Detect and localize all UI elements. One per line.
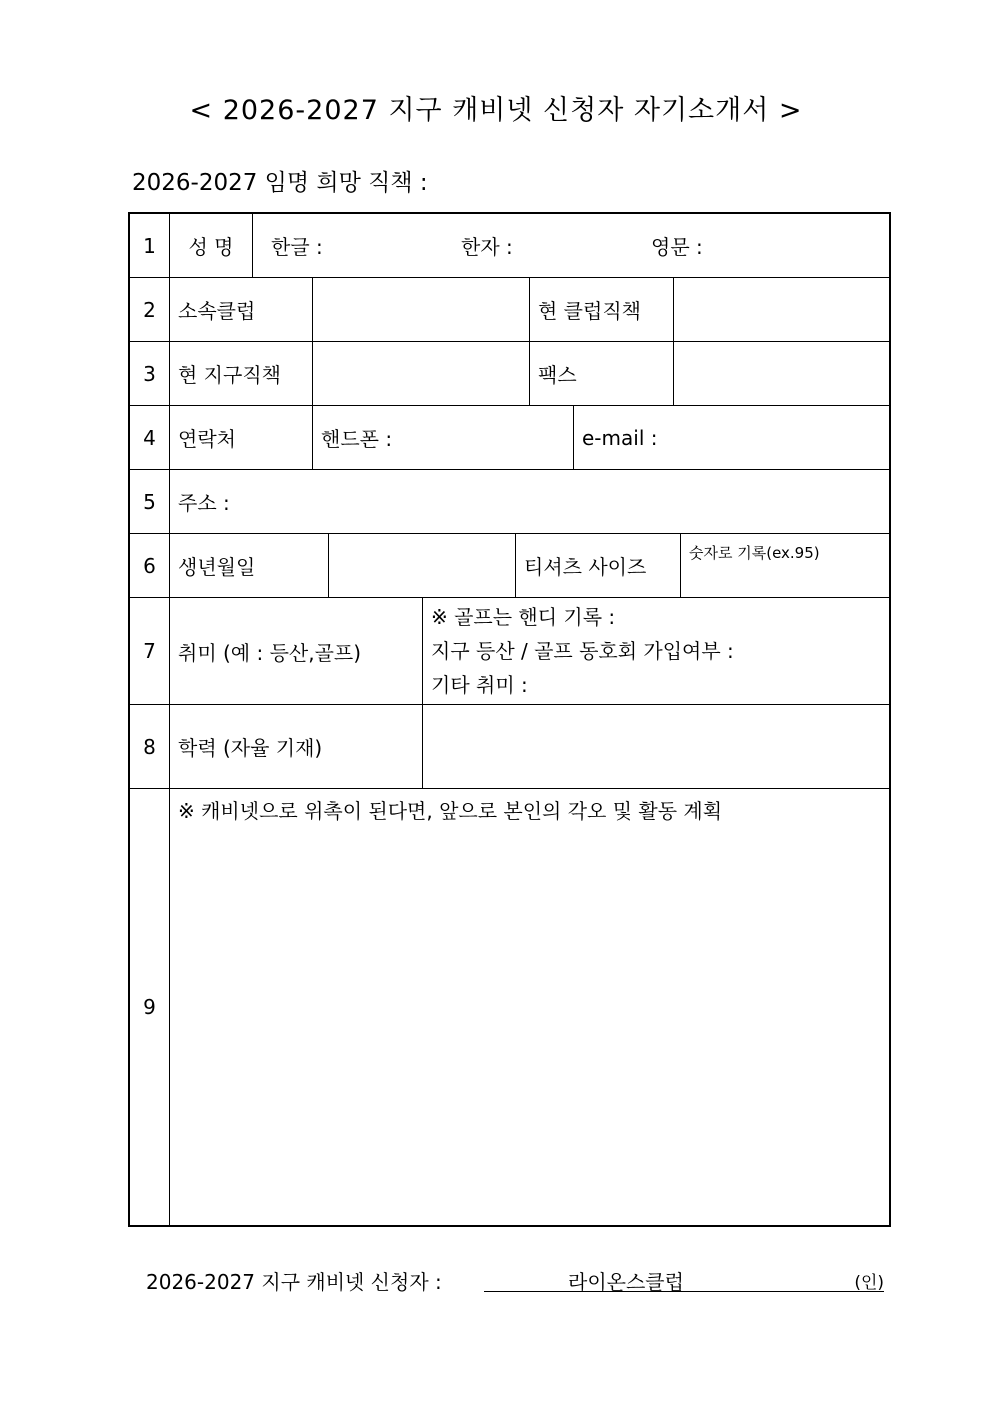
row-number: 6 xyxy=(130,534,170,597)
row-plan xyxy=(130,789,889,1225)
mobile-field[interactable]: 핸드폰 : xyxy=(313,406,574,469)
club-position-label: 현 클럽직책 xyxy=(530,278,674,341)
row-number: 3 xyxy=(130,342,170,405)
row-hobby xyxy=(130,598,889,705)
district-position-field[interactable] xyxy=(313,342,530,405)
club-label: 소속클럽 xyxy=(170,278,313,341)
applicant-signature-label: 2026-2027 지구 캐비넷 신청자 : xyxy=(146,1270,442,1294)
application-form xyxy=(128,212,891,1227)
row-number: 5 xyxy=(130,470,170,533)
golf-handicap-line: ※ 골프는 핸디 기록 : xyxy=(431,605,616,629)
row-number: 7 xyxy=(130,598,170,704)
row-number: 4 xyxy=(130,406,170,469)
tshirt-size-label: 티셔츠 사이즈 xyxy=(516,534,681,597)
other-hobby-line: 기타 취미 : xyxy=(431,673,528,697)
club-name: 라이온스클럽 xyxy=(568,1270,684,1294)
name-english-field[interactable]: 영문 : xyxy=(651,235,703,259)
hobby-field[interactable] xyxy=(423,598,889,704)
education-field[interactable] xyxy=(423,705,889,788)
club-field[interactable] xyxy=(313,278,530,341)
address-field[interactable]: 주소 : xyxy=(178,491,230,515)
fax-field[interactable] xyxy=(674,342,889,405)
row-birth xyxy=(130,534,889,598)
name-label: 성 명 xyxy=(170,214,253,277)
education-label: 학력 (자율 기재) xyxy=(170,705,423,788)
email-field[interactable]: e-mail : xyxy=(582,425,658,450)
tshirt-size-field[interactable]: 숫자로 기록(ex.95) xyxy=(689,544,820,562)
hobby-label: 취미 (예 : 등산,골프) xyxy=(170,598,423,704)
applicant-signature-line[interactable] xyxy=(484,1266,884,1292)
birthdate-field[interactable] xyxy=(329,534,516,597)
row-address xyxy=(130,470,889,534)
name-korean-field[interactable]: 한글 : xyxy=(271,235,323,259)
contact-label: 연락처 xyxy=(170,406,313,469)
desired-position-label: 2026-2027 임명 희망 직책 : xyxy=(132,170,428,196)
activity-plan-field[interactable]: ※ 캐비넷으로 위촉이 된다면, 앞으로 본인의 각오 및 활동 계획 xyxy=(178,799,723,823)
name-hanja-field[interactable]: 한자 : xyxy=(461,235,513,259)
row-district-position xyxy=(130,342,889,406)
row-number: 1 xyxy=(130,214,170,277)
document-title: < 2026-2027 지구 캐비넷 신청자 자기소개서 > xyxy=(189,95,803,126)
birthdate-label: 생년월일 xyxy=(170,534,329,597)
district-position-label: 현 지구직책 xyxy=(170,342,313,405)
row-number: 9 xyxy=(130,789,170,1225)
seal-mark: (인) xyxy=(854,1273,884,1293)
row-number: 2 xyxy=(130,278,170,341)
club-membership-line: 지구 등산 / 골프 동호회 가입여부 : xyxy=(431,639,734,663)
club-position-field[interactable] xyxy=(674,278,889,341)
row-education xyxy=(130,705,889,789)
row-club xyxy=(130,278,889,342)
fax-label: 팩스 xyxy=(530,342,674,405)
row-name xyxy=(130,214,889,278)
row-contact xyxy=(130,406,889,470)
row-number: 8 xyxy=(130,705,170,788)
